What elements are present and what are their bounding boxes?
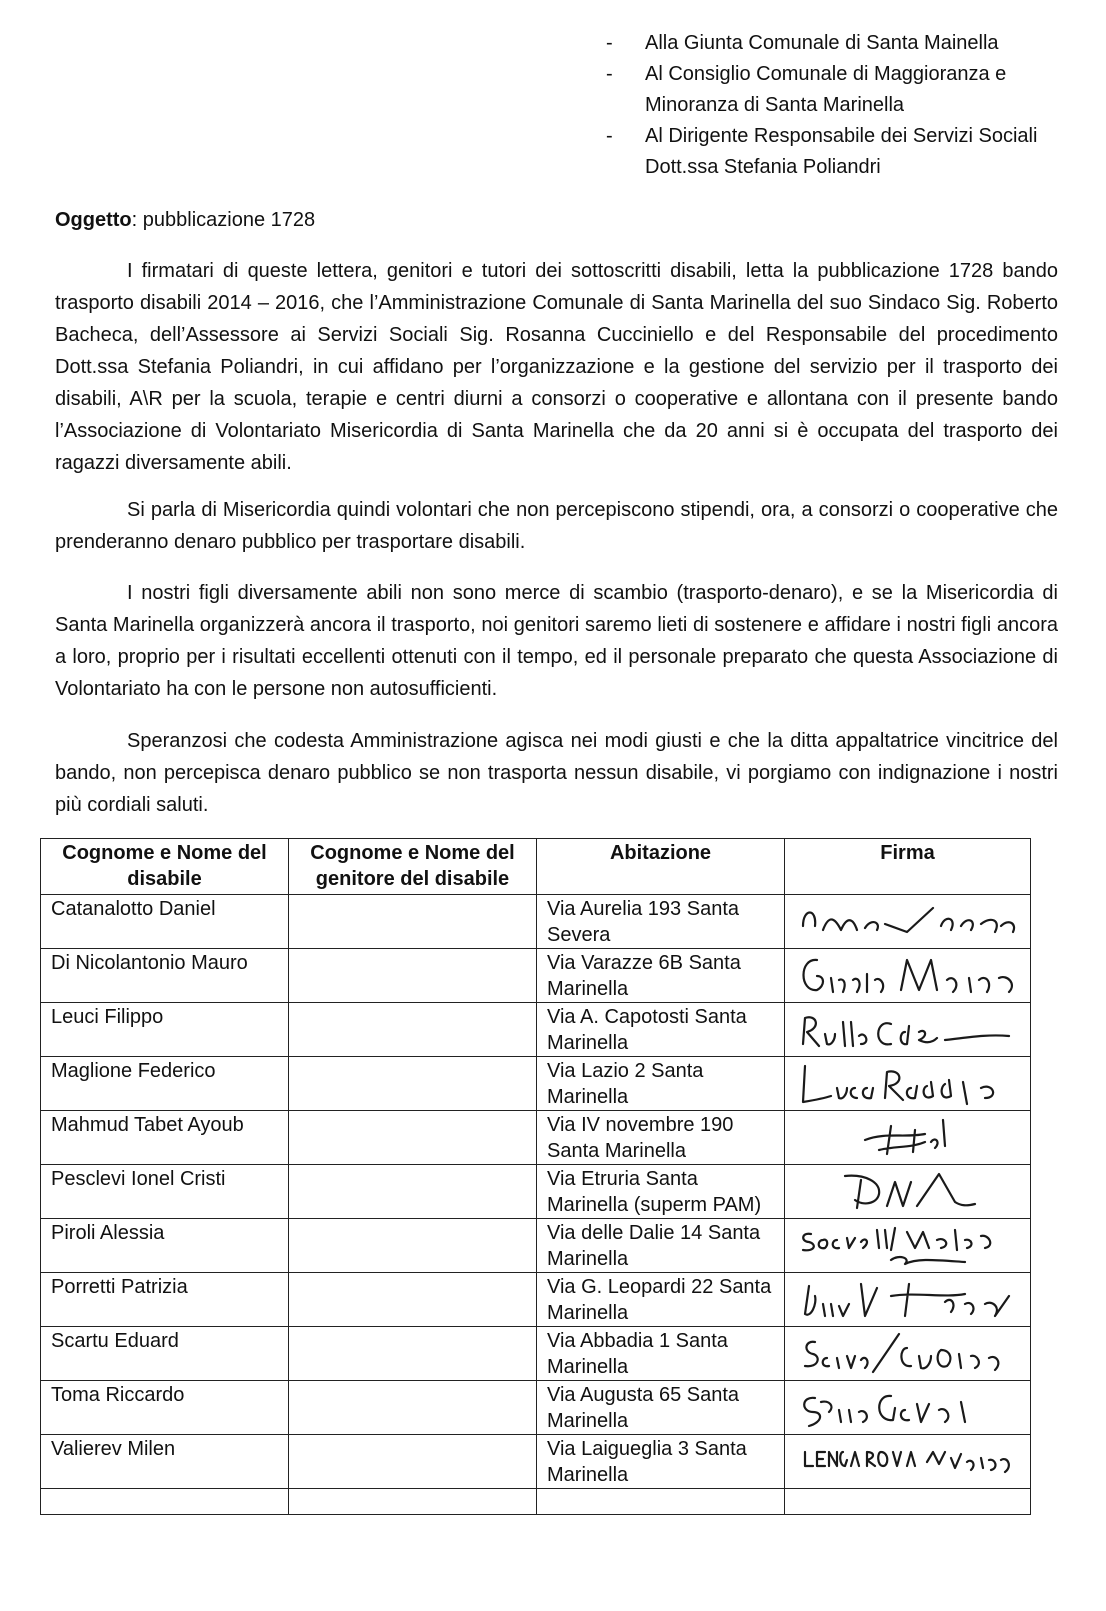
cell-firma bbox=[785, 1327, 1031, 1381]
table-row bbox=[41, 1273, 1031, 1327]
signature-scribble bbox=[795, 1274, 1023, 1324]
cell-abitazione: Via Augusta 65 Santa Marinella bbox=[537, 1381, 785, 1435]
cell-genitore bbox=[289, 1327, 537, 1381]
subject-line bbox=[55, 206, 315, 234]
cell-empty bbox=[537, 1489, 785, 1515]
cell-genitore bbox=[289, 1219, 537, 1273]
recipient-item bbox=[606, 28, 1076, 59]
cell-genitore bbox=[289, 1435, 537, 1489]
signature-scribble bbox=[795, 1382, 1023, 1432]
body-paragraph bbox=[55, 577, 1058, 705]
table-row-empty bbox=[41, 1489, 1031, 1515]
bullet-dash: - bbox=[606, 63, 613, 85]
subject-label: Oggetto bbox=[55, 209, 132, 231]
cell-genitore bbox=[289, 1381, 537, 1435]
table-row bbox=[41, 1165, 1031, 1219]
cell-firma bbox=[785, 1435, 1031, 1489]
header-firma: Firma bbox=[785, 839, 1031, 895]
paragraph-text: Speranzosi che codesta Amministrazione agisca nei modi giusti e che la ditta appaltatrice vincitrice del bando, non percepisca denaro pubblico se non trasporta nessun disabile, vi porgiamo con indignazione i nostri più cordiali saluti. bbox=[55, 730, 1058, 816]
cell-genitore bbox=[289, 895, 537, 949]
paragraph-text: I nostri figli diversamente abili non sono merce di scambio (trasporto-denaro), e se la Misericordia di Santa Marinella organizzerà ancora il trasporto, noi genitori saremo lieti di sostenere e affidare i nostri figli ancora a loro, proprio per i risultati eccellenti ottenuti con il tempo, ed il personale preparato che questa Associazione di Volontariato ha con le persone non autosufficienti. bbox=[55, 582, 1058, 700]
signature-table bbox=[40, 838, 1031, 1515]
cell-disabile: Toma Riccardo bbox=[41, 1381, 289, 1435]
cell-disabile: Pesclevi Ionel Cristi bbox=[41, 1165, 289, 1219]
recipient-list bbox=[606, 28, 1076, 183]
table-row bbox=[41, 895, 1031, 949]
body-paragraph bbox=[55, 725, 1058, 821]
cell-empty bbox=[289, 1489, 537, 1515]
table-row bbox=[41, 1111, 1031, 1165]
cell-genitore bbox=[289, 949, 537, 1003]
cell-firma bbox=[785, 1219, 1031, 1273]
signature-scribble bbox=[795, 1058, 1023, 1108]
cell-firma bbox=[785, 1003, 1031, 1057]
cell-disabile: Porretti Patrizia bbox=[41, 1273, 289, 1327]
cell-abitazione: Via Abbadia 1 Santa Marinella bbox=[537, 1327, 785, 1381]
cell-disabile: Di Nicolantonio Mauro bbox=[41, 949, 289, 1003]
recipient-text: Al Consiglio Comunale di Maggioranza e Minoranza di Santa Marinella bbox=[645, 63, 1007, 116]
cell-disabile: Catanalotto Daniel bbox=[41, 895, 289, 949]
cell-firma bbox=[785, 1057, 1031, 1111]
body-paragraph bbox=[55, 255, 1058, 479]
signature-scribble bbox=[795, 896, 1023, 946]
signature-scribble bbox=[795, 1436, 1023, 1486]
signature-scribble bbox=[795, 1166, 1023, 1216]
signature-scribble bbox=[795, 1112, 1023, 1162]
cell-empty bbox=[785, 1489, 1031, 1515]
table-row bbox=[41, 1219, 1031, 1273]
table-row bbox=[41, 1435, 1031, 1489]
cell-abitazione: Via Varazze 6B Santa Marinella bbox=[537, 949, 785, 1003]
signature-scribble bbox=[795, 1004, 1023, 1054]
cell-genitore bbox=[289, 1057, 537, 1111]
paragraph-text: I firmatari di queste lettera, genitori e tutori dei sottoscritti disabili, letta la pubblicazione 1728 bando trasporto disabili 2014 – 2016, che l’Amministrazione Comunale di Santa Marinella del suo Sindaco Sig. Roberto Bacheca, dell’Assessore ai Servizi Sociali Sig. Rosanna Cucciniello e del Responsabile del procedimento Dott.ssa Stefania Poliandri, in cui affidano per l’organizzazione e la gestione del servizio per il trasporto dei disabili, A\R per la scuola, terapie e centri diurni a consorzi o cooperative e allontana con il presente bando l’Associazione di Volontariato Misericordia di Santa Marinella che da 20 anni si è occupata del trasporto dei ragazzi diversamente abili. bbox=[55, 260, 1058, 474]
table-row bbox=[41, 1381, 1031, 1435]
header-abitazione: Abitazione bbox=[537, 839, 785, 895]
cell-disabile: Maglione Federico bbox=[41, 1057, 289, 1111]
cell-empty bbox=[41, 1489, 289, 1515]
cell-abitazione: Via Etruria Santa Marinella (superm PAM) bbox=[537, 1165, 785, 1219]
cell-genitore bbox=[289, 1111, 537, 1165]
bullet-dash: - bbox=[606, 125, 613, 147]
recipient-item bbox=[606, 59, 1076, 121]
cell-abitazione: Via delle Dalie 14 Santa Marinella bbox=[537, 1219, 785, 1273]
table-header-row bbox=[41, 839, 1031, 895]
cell-disabile: Scartu Eduard bbox=[41, 1327, 289, 1381]
cell-firma bbox=[785, 1165, 1031, 1219]
recipient-text: Alla Giunta Comunale di Santa Mainella bbox=[645, 32, 999, 54]
signature-scribble bbox=[795, 1328, 1023, 1378]
cell-firma bbox=[785, 895, 1031, 949]
table-row bbox=[41, 1327, 1031, 1381]
subject-text: : pubblicazione 1728 bbox=[131, 209, 316, 231]
recipient-item bbox=[606, 121, 1076, 183]
cell-disabile: Piroli Alessia bbox=[41, 1219, 289, 1273]
body-paragraph bbox=[55, 494, 1058, 558]
cell-abitazione: Via IV novembre 190 Santa Marinella bbox=[537, 1111, 785, 1165]
cell-abitazione: Via G. Leopardi 22 Santa Marinella bbox=[537, 1273, 785, 1327]
cell-abitazione: Via Aurelia 193 Santa Severa bbox=[537, 895, 785, 949]
header-genitore: Cognome e Nome del genitore del disabile bbox=[289, 839, 537, 895]
cell-genitore bbox=[289, 1003, 537, 1057]
table-row bbox=[41, 949, 1031, 1003]
cell-disabile: Valierev Milen bbox=[41, 1435, 289, 1489]
table-row bbox=[41, 1003, 1031, 1057]
cell-firma bbox=[785, 1381, 1031, 1435]
header-disabile: Cognome e Nome del disabile bbox=[41, 839, 289, 895]
cell-firma bbox=[785, 949, 1031, 1003]
cell-firma bbox=[785, 1111, 1031, 1165]
bullet-dash: - bbox=[606, 32, 613, 54]
cell-abitazione: Via Lazio 2 Santa Marinella bbox=[537, 1057, 785, 1111]
cell-genitore bbox=[289, 1273, 537, 1327]
signature-scribble bbox=[795, 950, 1023, 1000]
cell-firma bbox=[785, 1273, 1031, 1327]
signature-scribble bbox=[795, 1220, 1023, 1270]
table-row bbox=[41, 1057, 1031, 1111]
cell-abitazione: Via Laigueglia 3 Santa Marinella bbox=[537, 1435, 785, 1489]
paragraph-text: Si parla di Misericordia quindi volontari che non percepiscono stipendi, ora, a consorzi o cooperative che prenderanno denaro pubblico per trasportare disabili. bbox=[55, 499, 1058, 553]
recipient-text: Al Dirigente Responsabile dei Servizi Sociali Dott.ssa Stefania Poliandri bbox=[645, 125, 1038, 178]
cell-disabile: Leuci Filippo bbox=[41, 1003, 289, 1057]
cell-genitore bbox=[289, 1165, 537, 1219]
cell-abitazione: Via A. Capotosti Santa Marinella bbox=[537, 1003, 785, 1057]
cell-disabile: Mahmud Tabet Ayoub bbox=[41, 1111, 289, 1165]
